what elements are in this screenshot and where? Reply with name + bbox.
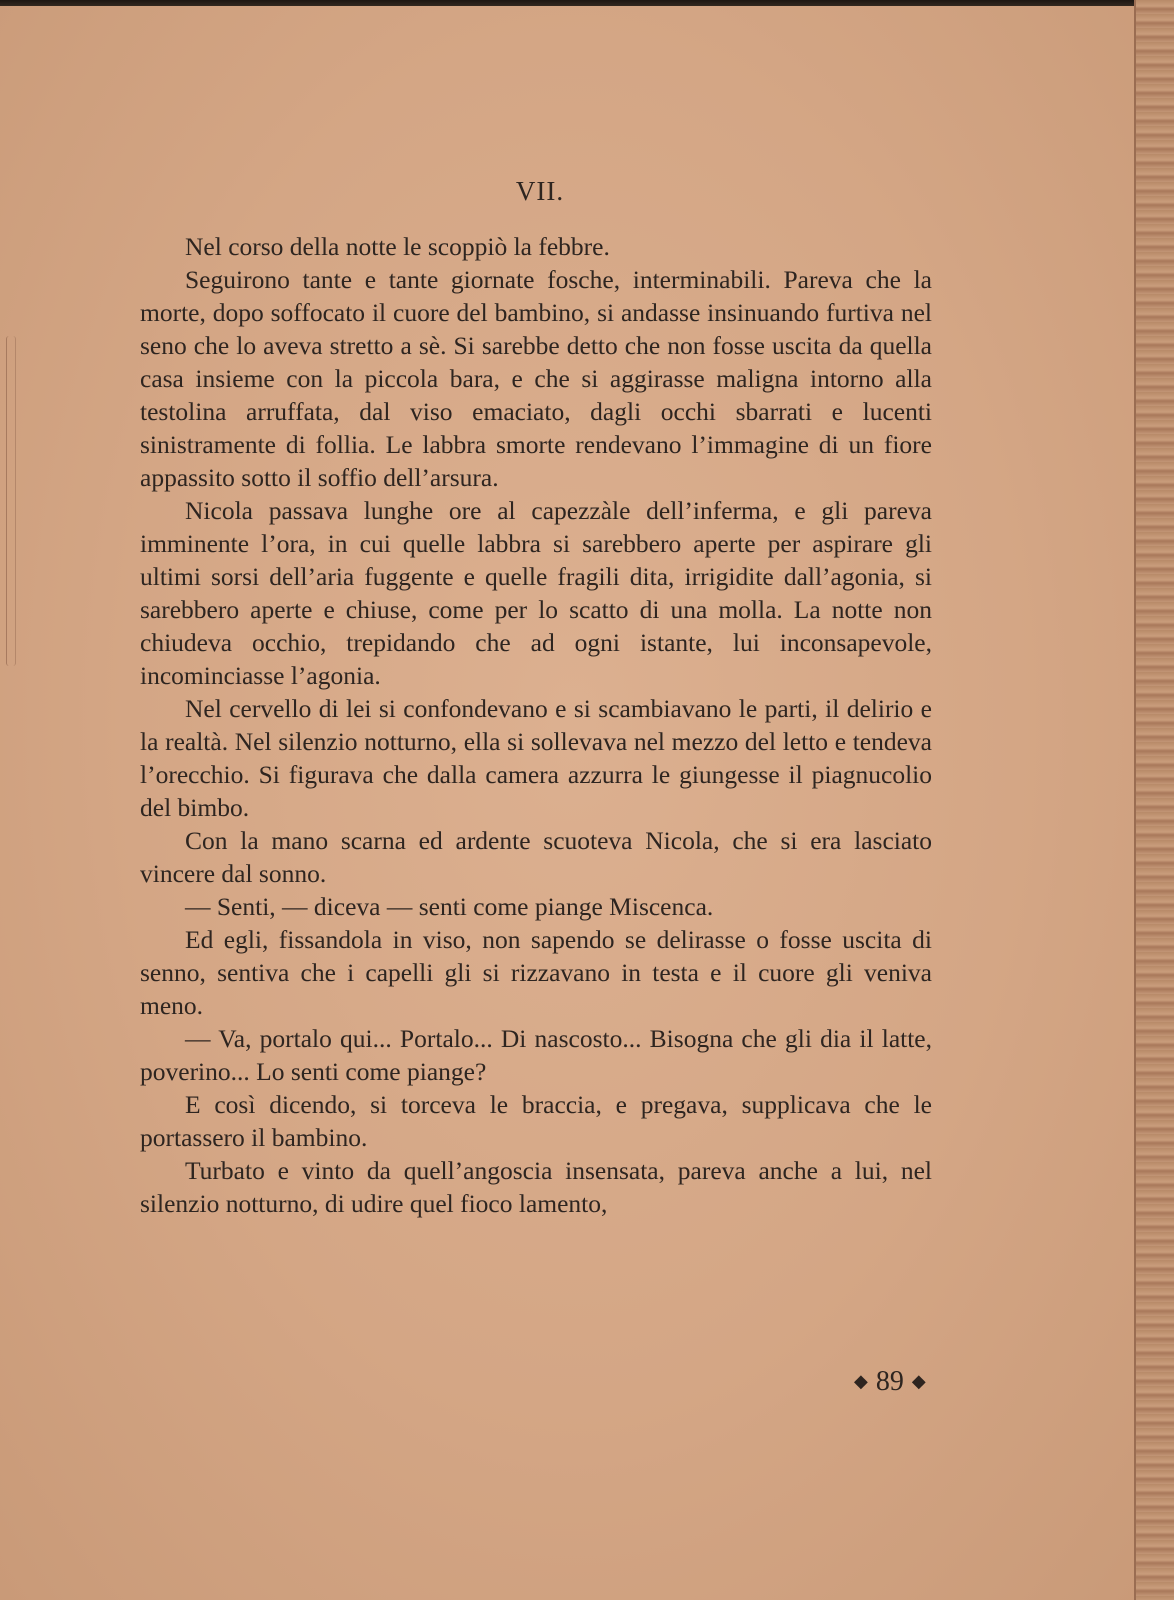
paragraph: Con la mano scarna ed ardente scuoteva Nicola, che si era lasciato vincere dal sonno.	[140, 826, 932, 888]
paragraph: — Senti, — diceva — senti come piange Miscenca.	[185, 892, 714, 921]
paragraph: Turbato e vinto da quell’angoscia insensata, pareva anche a lui, nel silenzio notturno, di udire quel fioco lamento,	[140, 1156, 932, 1218]
diamond-ornament-icon: ◆	[854, 1371, 868, 1391]
paragraph: E così dicendo, si torceva le braccia, e pregava, supplicava che le portassero il bambino.	[140, 1090, 932, 1152]
paragraph: Ed egli, fissandola in viso, non sapendo se delirasse o fosse uscita di senno, sentiva che i capelli gli si rizzavano in testa e il cuore gli veniva meno.	[140, 925, 932, 1020]
paragraph: Nel cervello di lei si confondevano e si scambiavano le parti, il delirio e la realtà. Nel silenzio notturno, ella si sollevava nel mezzo del letto e tendeva l’orecchio. Si figurava che dalla camera azzurra le giungesse il piagnucolio del bimbo.	[140, 694, 932, 822]
page-number: 89	[875, 1366, 904, 1397]
paragraph: Seguirono tante e tante giornate fosche, interminabili. Pareva che la morte, dopo soffocato il cuore del bambino, si andasse insinuando furtiva nel seno che lo aveva stretto a sè. Si sarebbe detto che non fosse uscita da quella casa insieme con la piccola bara, e che si aggirasse maligna intorno alla testolina arruffata, dal viso emaciato, dagli occhi sbarrati e lucenti sinistramente di follia. Le labbra smorte rendevano l’immagine di un fiore appassito sotto il soffio dell’arsura.	[140, 265, 932, 492]
book-page	[0, 6, 1146, 1600]
paragraph: Nicola passava lunghe ore al capezzàle dell’inferma, e gli pareva imminente l’ora, in cui quelle labbra si sarebbero aperte per aspirare gli ultimi sorsi dell’aria fuggente e quelle fragili dita, irrigidite dall’agonia, si sarebbero aperte e chiuse, come per lo scatto di una molla. La notte non chiudeva occhio, trepidando che ad ogni istante, lui inconsapevole, incominciasse l’agonia.	[140, 496, 932, 690]
paragraph: — Va, portalo qui... Portalo... Di nascosto... Bisogna che gli dia il latte, poverino... Lo senti come piange?	[140, 1024, 932, 1086]
chapter-heading: VII.	[515, 176, 565, 206]
paragraph: Nel corso della notte le scoppiò la febbre.	[185, 232, 610, 261]
page-number-block	[846, 1366, 934, 1398]
body-text	[140, 230, 932, 1220]
diamond-ornament-icon: ◆	[911, 1371, 926, 1391]
page-stack-edge	[1134, 0, 1174, 1600]
binding-mark	[6, 336, 16, 666]
